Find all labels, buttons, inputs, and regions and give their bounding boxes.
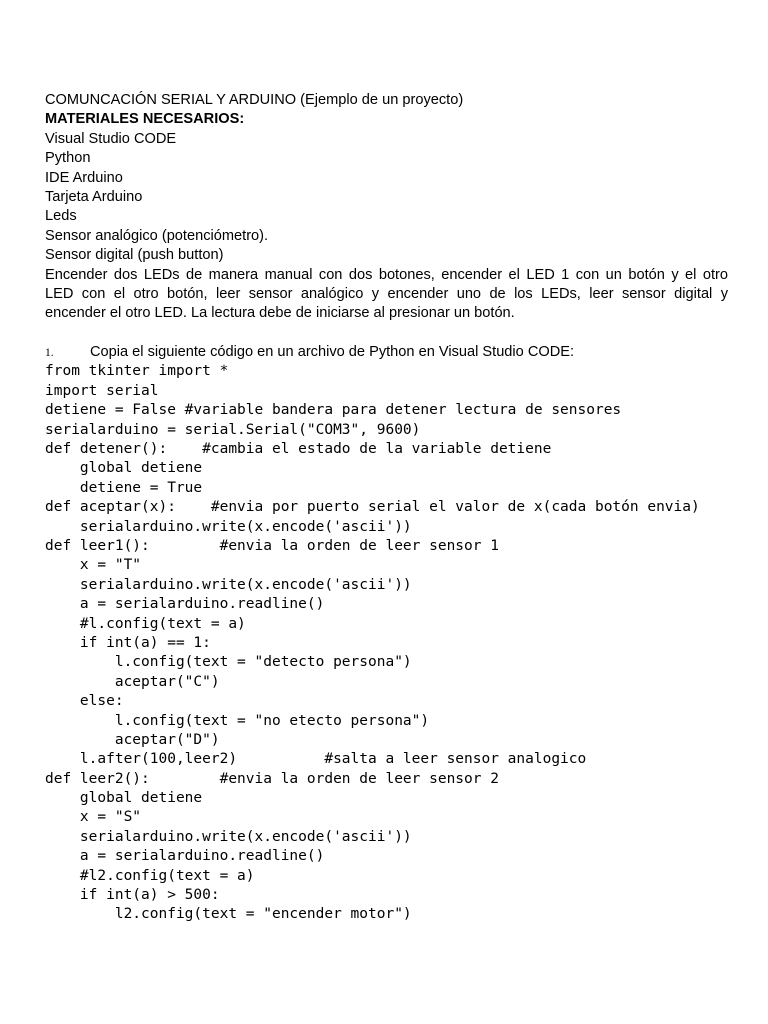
material-item: Tarjeta Arduino xyxy=(45,188,143,205)
step-text: Copia el siguiente código en un archivo de Python en Visual Studio CODE: xyxy=(90,344,575,361)
code-line: import serial xyxy=(45,382,159,399)
description-line: Encender dos LEDs de manera manual con dos botones, encender el LED 1 con un botón y el otro xyxy=(45,266,728,283)
code-line: a = serialarduino.readline() xyxy=(45,848,325,865)
code-line: serialarduino.write(x.encode('ascii')) xyxy=(45,828,412,845)
material-item: Leds xyxy=(45,208,77,225)
code-line: global detiene xyxy=(45,460,203,477)
code-line: detiene = True xyxy=(45,479,203,496)
code-line: a = serialarduino.readline() xyxy=(45,596,325,613)
description-line: encender el otro LED. La lectura debe de iniciarse al presionar un botón. xyxy=(45,305,515,322)
code-line: global detiene xyxy=(45,790,203,807)
code-block xyxy=(45,362,728,924)
code-line: l2.config(text = "encender motor") xyxy=(45,906,412,923)
code-line: serialarduino.write(x.encode('ascii')) xyxy=(45,518,412,535)
code-line: x = "S" xyxy=(45,809,142,826)
code-line: aceptar("D") xyxy=(45,731,220,748)
description-line: LED con el otro botón, leer sensor analógico y encender uno de los LEDs, leer sensor digital y xyxy=(45,285,728,302)
code-line: serialarduino = serial.Serial("COM3", 9600) xyxy=(45,421,421,438)
paragraph-spacer xyxy=(45,324,728,343)
code-line: aceptar("C") xyxy=(45,673,220,690)
code-line: def detener(): #cambia el estado de la variable detiene xyxy=(45,441,552,458)
code-line: #l.config(text = a) xyxy=(45,615,246,632)
code-line: if int(a) > 500: xyxy=(45,887,220,904)
code-line: serialarduino.write(x.encode('ascii')) xyxy=(45,576,412,593)
code-line: from tkinter import * xyxy=(45,363,229,380)
code-line: l.after(100,leer2) #salta a leer sensor analogico xyxy=(45,751,587,768)
step-number: 1. xyxy=(45,347,54,360)
materials-heading: MATERIALES NECESARIOS: xyxy=(45,111,245,128)
code-line: #l2.config(text = a) xyxy=(45,867,255,884)
code-line: if int(a) == 1: xyxy=(45,634,211,651)
code-line: def aceptar(x): #envia por puerto serial el valor de x(cada botón envia) xyxy=(45,499,700,516)
code-line: l.config(text = "detecto persona") xyxy=(45,654,412,671)
materials-list xyxy=(45,130,728,266)
material-item: IDE Arduino xyxy=(45,169,123,186)
code-line: l.config(text = "no etecto persona") xyxy=(45,712,430,729)
material-item: Sensor analógico (potenciómetro). xyxy=(45,227,269,244)
document-page xyxy=(45,91,728,925)
document-title: COMUNCACIÓN SERIAL Y ARDUINO (Ejemplo de un proyecto) xyxy=(45,92,464,108)
material-item: Sensor digital (push button) xyxy=(45,247,224,264)
code-line: detiene = False #variable bandera para detener lectura de sensores xyxy=(45,402,622,419)
step-instruction xyxy=(45,343,728,362)
code-line: def leer2(): #envia la orden de leer sensor 2 xyxy=(45,770,499,787)
code-line: else: xyxy=(45,693,124,710)
code-line: def leer1(): #envia la orden de leer sensor 1 xyxy=(45,537,499,554)
material-item: Python xyxy=(45,150,91,167)
material-item: Visual Studio CODE xyxy=(45,130,177,147)
project-description xyxy=(45,266,728,324)
code-line: x = "T" xyxy=(45,557,142,574)
